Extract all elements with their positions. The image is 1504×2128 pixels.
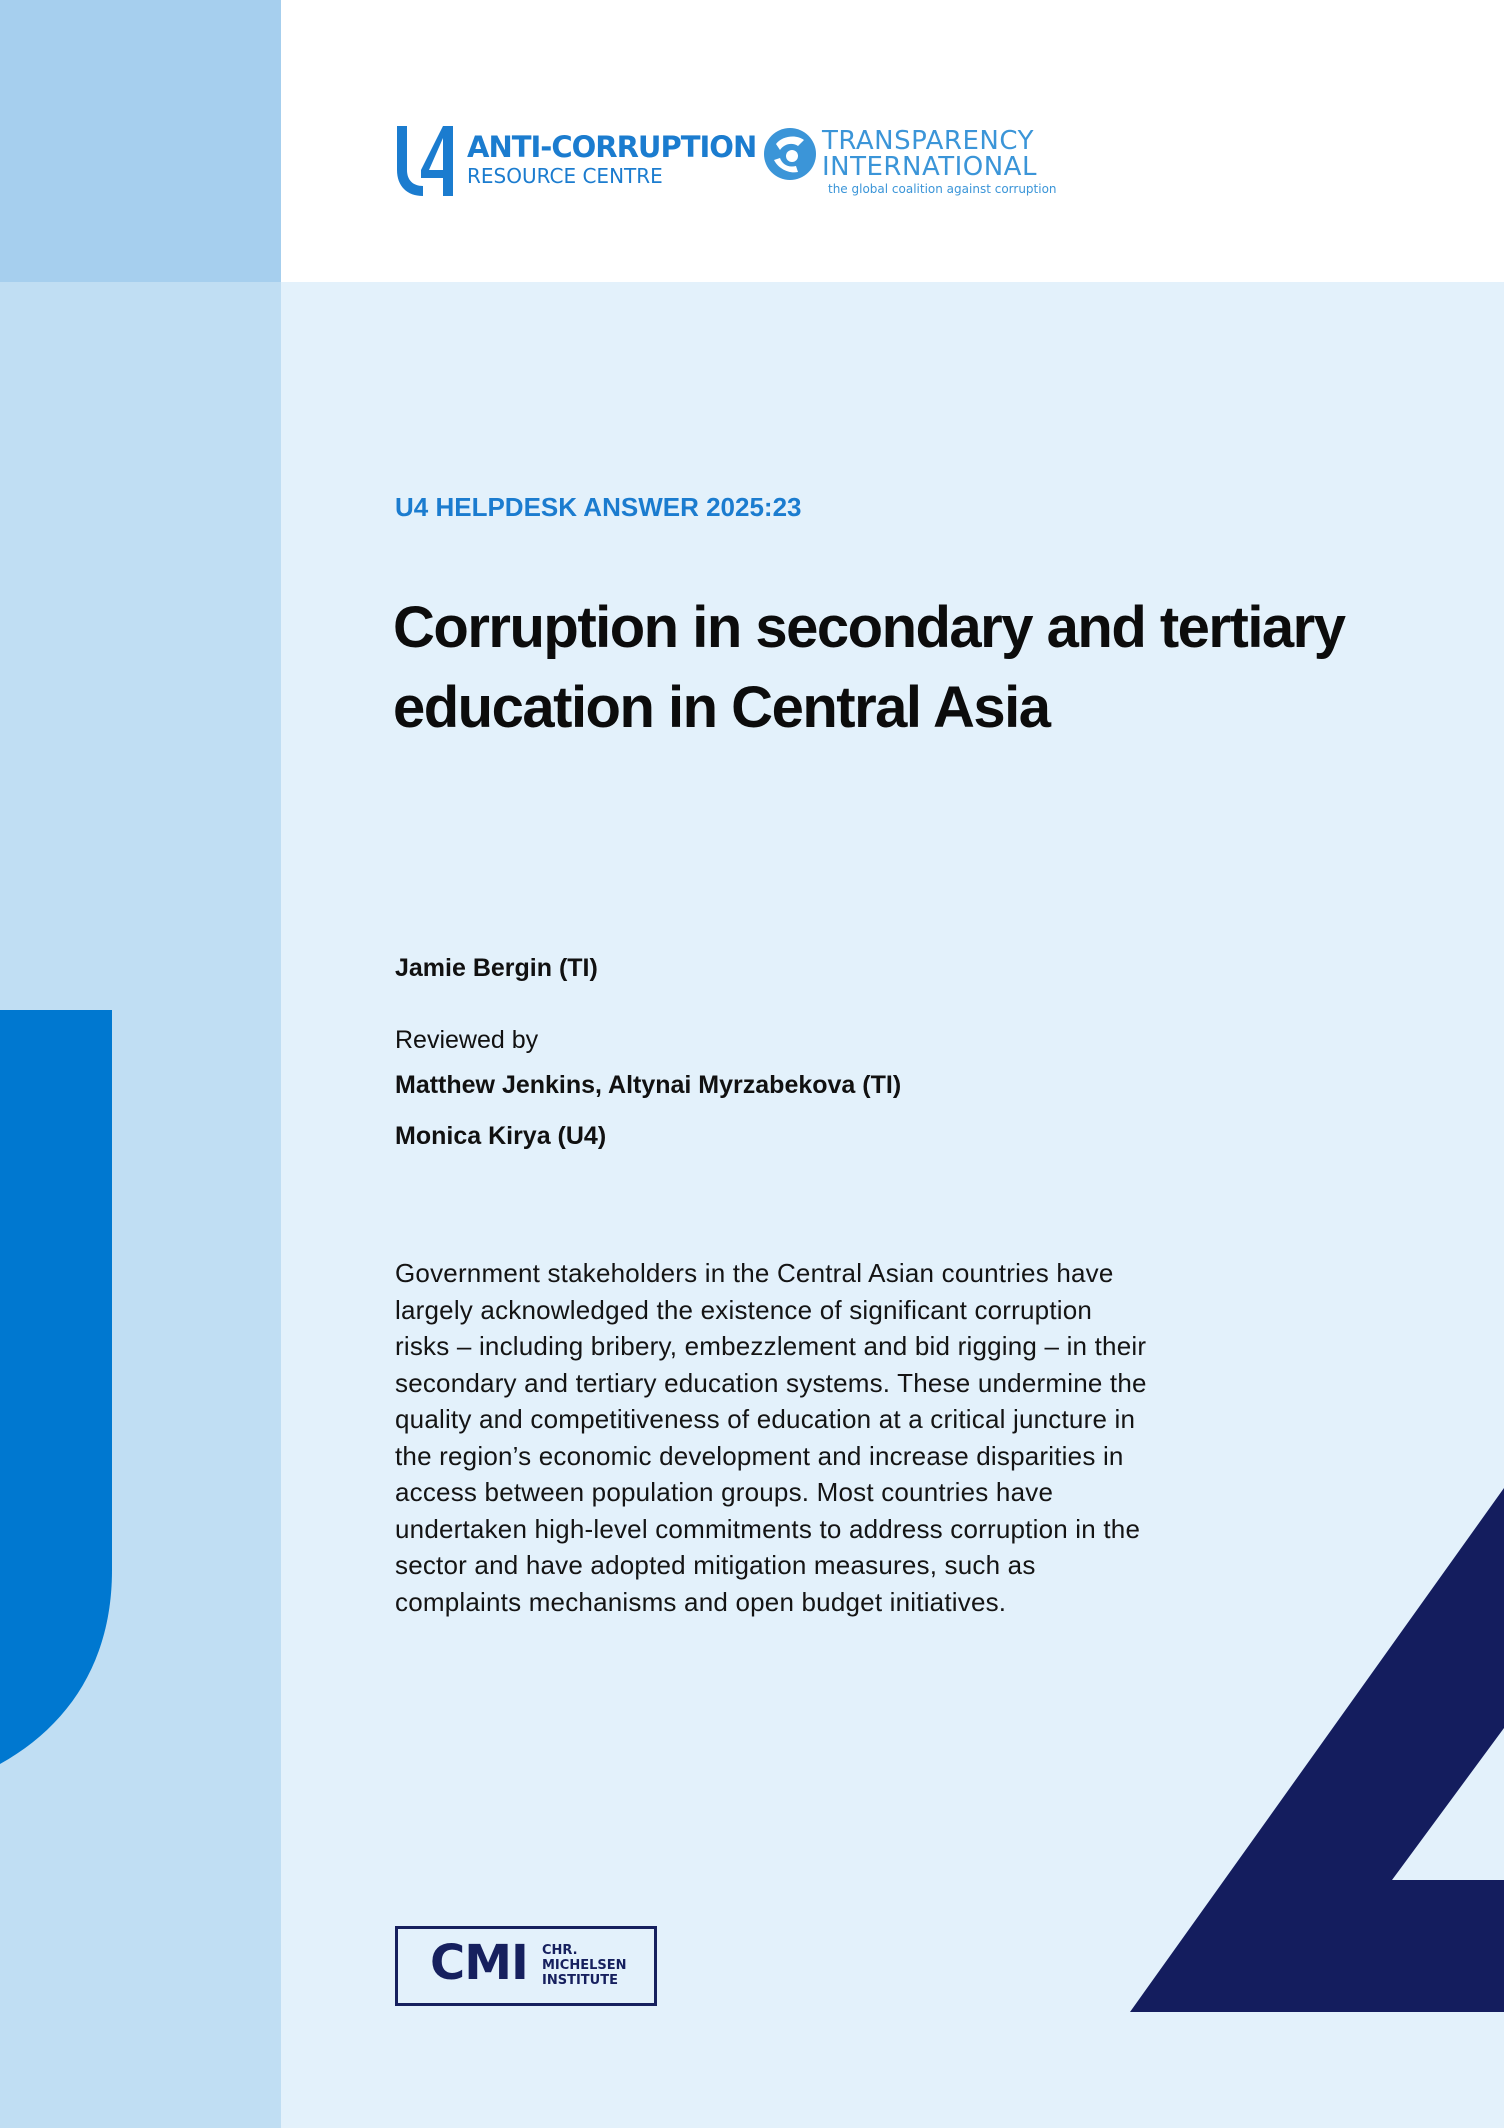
document-title-line1: Corruption in secondary and tertiary [393,595,1345,660]
reviewer: Matthew Jenkins, Altynai Myrzabekova (TI) [395,1071,902,1099]
abstract-line: complaints mechanisms and open budget initiatives. [395,1586,1007,1617]
abstract [395,1255,1235,1620]
cmi-logo-name [542,1943,626,1988]
u4-logo [393,124,757,196]
u4-logo-icon [393,124,461,196]
document-title [393,588,1393,748]
ti-logo [762,124,1062,200]
ti-logo-tagline: the global coalition against corruption [828,182,1057,196]
abstract-line: Government stakeholders in the Central Asian countries have [395,1258,1114,1288]
abstract-line: largely acknowledged the existence of significant corruption [395,1294,1093,1325]
cmi-logo-name-line: CHR. [542,1943,578,1958]
reviewer: Monica Kirya (U4) [395,1122,607,1150]
ti-logo-line1: TRANSPARENCY [822,126,1034,156]
series-label: U4 HELPDESK ANSWER 2025:23 [395,492,802,522]
abstract-line: the region’s economic development and increase disparities in [395,1440,1124,1471]
u-shape-decoration [0,1010,112,1764]
abstract-line: access between population groups. Most countries have [395,1477,1054,1507]
cmi-logo-acronym: CMI [430,1935,528,1991]
ti-logo-line2: INTERNATIONAL [822,152,1037,182]
cmi-logo-name-line: INSTITUTE [542,1973,618,1988]
author: Jamie Bergin (TI) [395,954,598,982]
cmi-logo [395,1926,657,2006]
abstract-line: risks – including bribery, embezzlement and bid rigging – in their [395,1331,1147,1361]
ti-globe-icon [762,126,818,182]
left-band-top [0,0,281,282]
abstract-line: sector and have adopted mitigation measures, such as [395,1550,1036,1580]
cmi-logo-name-line: MICHELSEN [542,1958,627,1973]
u4-logo-line1: ANTI-CORRUPTION [467,130,757,164]
document-title-line2: education in Central Asia [393,675,1050,740]
u4-logo-line2: RESOURCE CENTRE [467,164,663,188]
abstract-line: quality and competitiveness of education at a critical juncture in [395,1404,1136,1434]
abstract-line: secondary and tertiary education systems. These undermine the [395,1367,1147,1398]
reviewed-by-label: Reviewed by [395,1026,539,1054]
abstract-line: undertaken high-level commitments to address corruption in the [395,1513,1141,1544]
